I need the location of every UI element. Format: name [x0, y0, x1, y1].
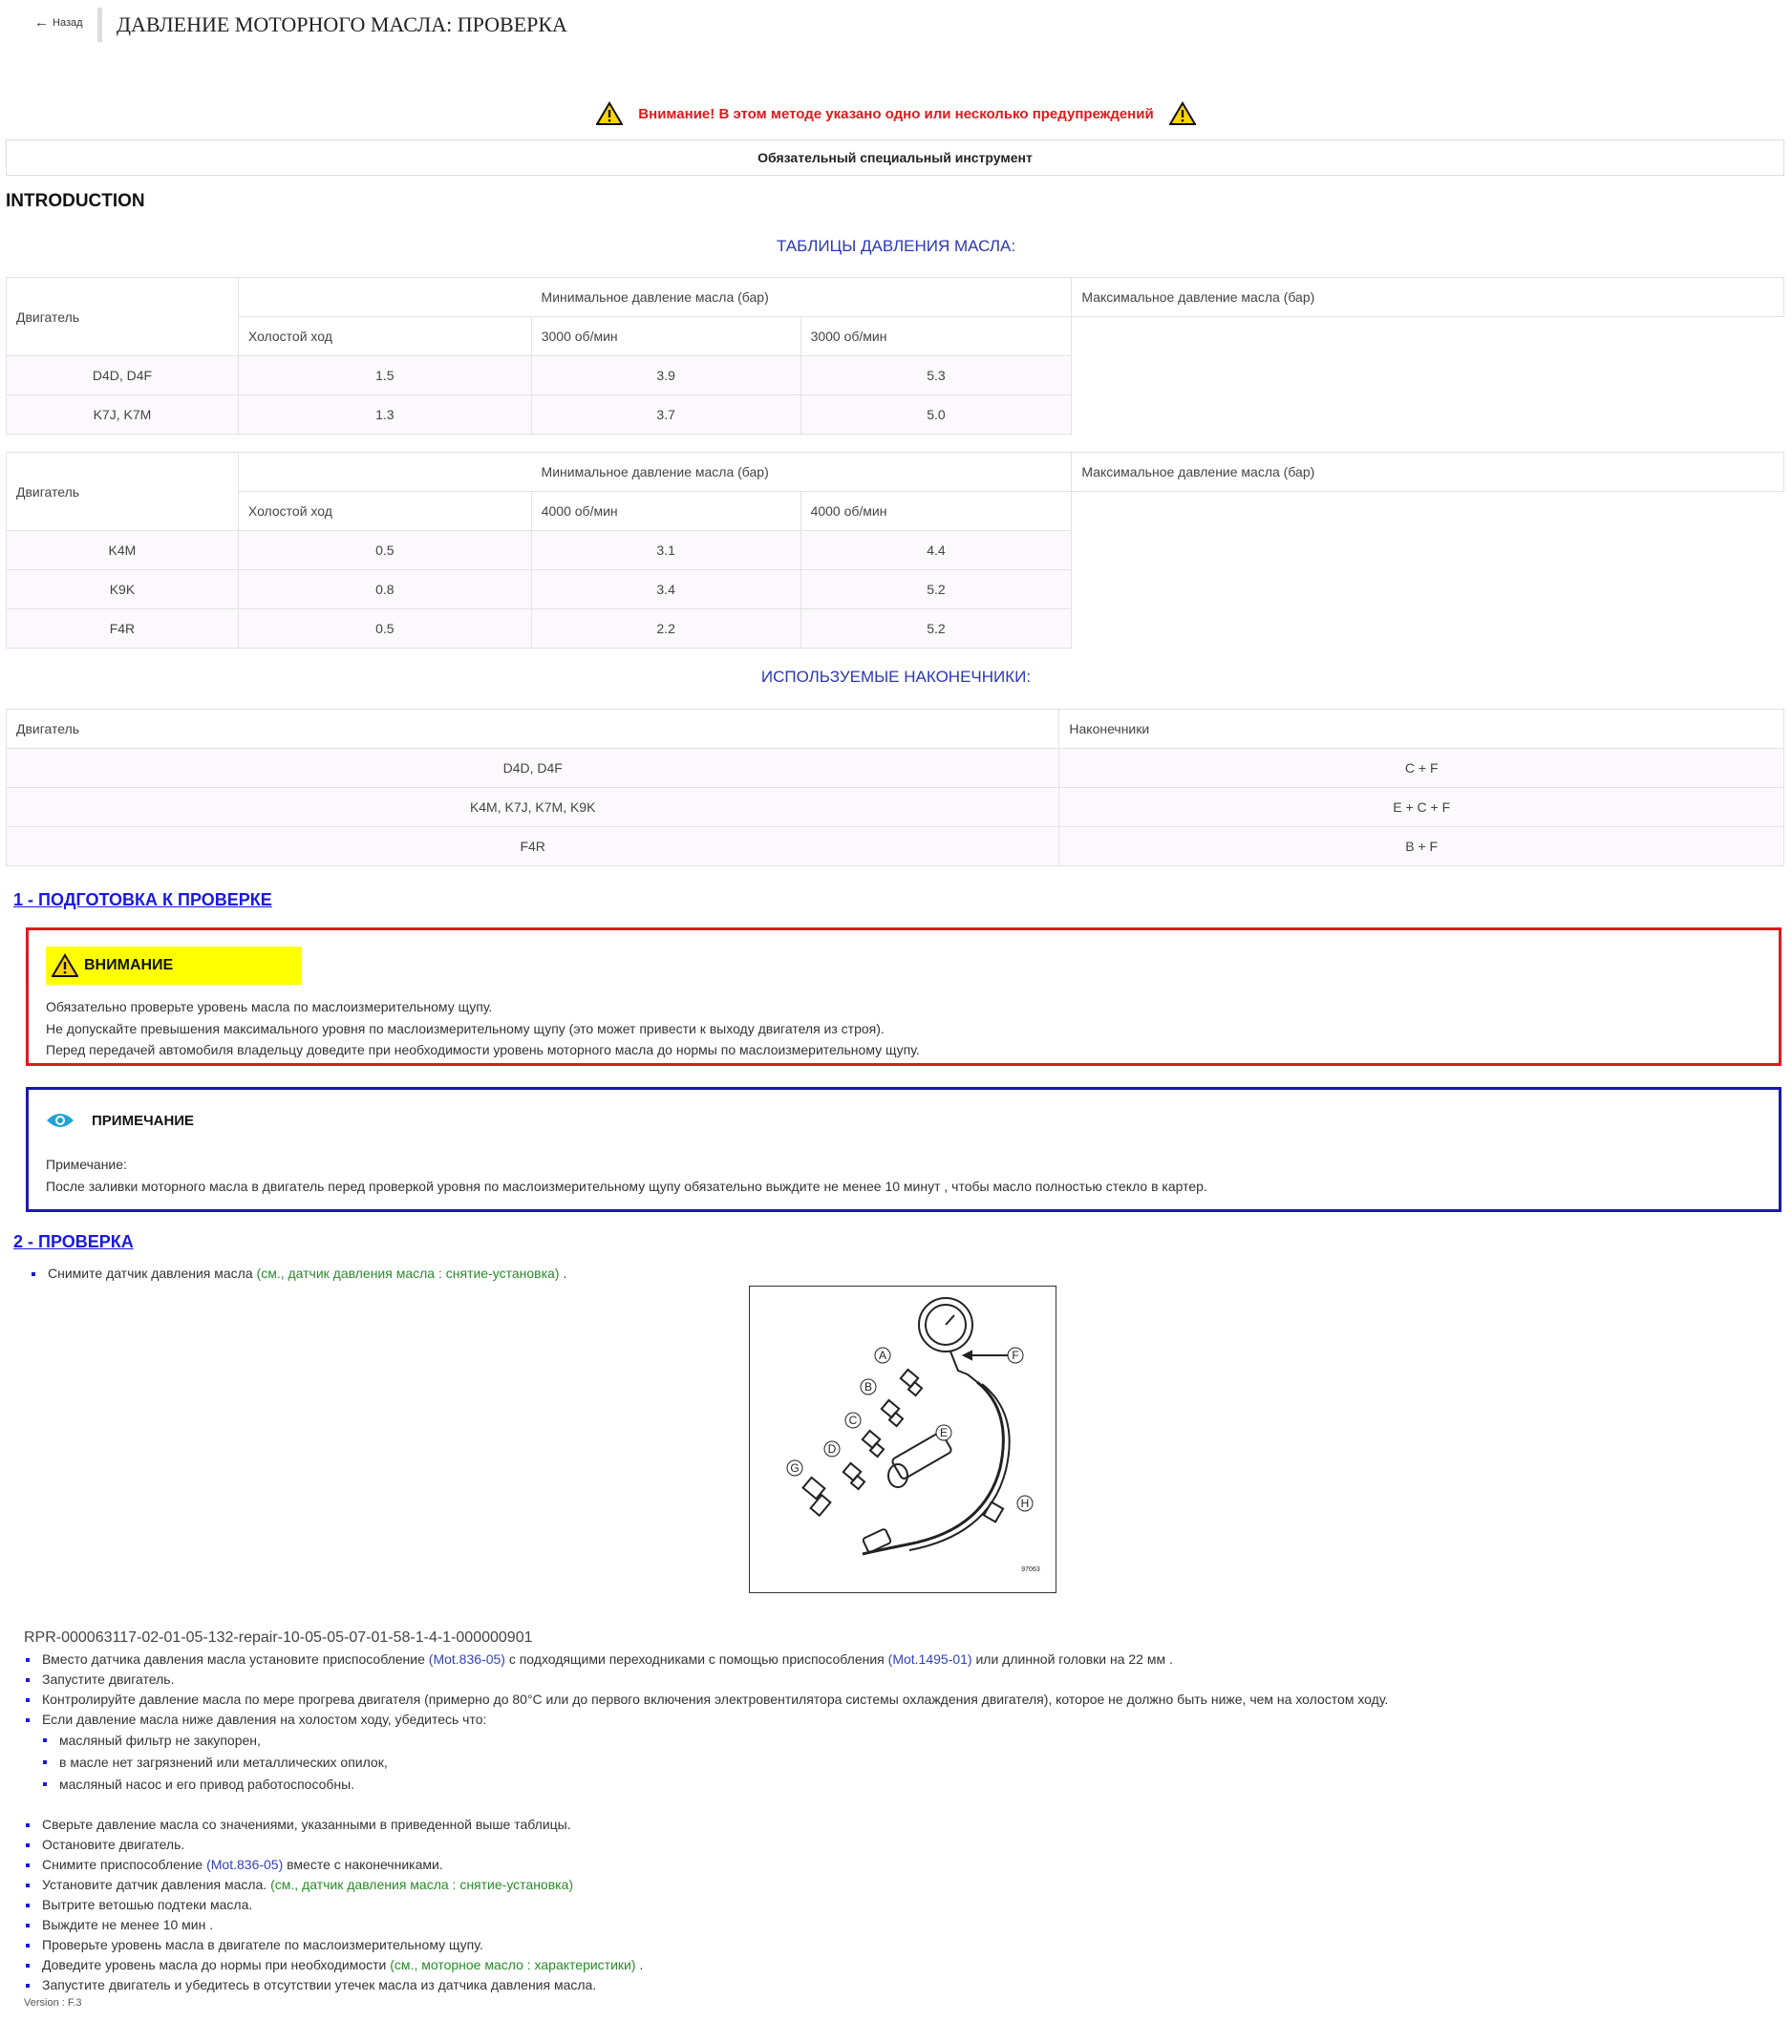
step-text: .	[635, 1957, 644, 1972]
list-item: Если давление масла ниже давления на холостом ходу, убедитесь что:	[24, 1710, 1388, 1730]
list-item: Запустите двигатель и убедитесь в отсутствии утечек масла из датчика давления масла.	[24, 1975, 643, 1995]
tool-illustration	[749, 1286, 1056, 1593]
sub-list-item: масляный фильтр не закупорен,	[24, 1730, 1388, 1752]
engine-cell: K4M, K7J, K7M, K9K	[7, 788, 1059, 827]
sensor-install-link[interactable]: (см., датчик давления масла : снятие-установка)	[270, 1877, 574, 1892]
oil-pressure-gauge-kit-drawing	[750, 1287, 1056, 1592]
tips-cell: E + C + F	[1059, 788, 1784, 827]
note-line: Примечание:	[46, 1157, 127, 1172]
label-f: F	[1012, 1349, 1019, 1362]
note-line: После заливки моторного масла в двигатель перед проверкой уровня по маслоизмерительному щупу обязательно выждите не менее 10 минут , чтобы масло полностью стекло в картер.	[46, 1178, 1207, 1194]
sub-header: 3000 об/мин	[800, 317, 1072, 356]
list-item	[30, 1264, 566, 1284]
step-text: Снимите приспособление	[42, 1857, 207, 1872]
eye-icon	[46, 1111, 75, 1130]
step-text: Снимите датчик давления масла	[48, 1266, 257, 1281]
step-list-2	[24, 1815, 643, 1995]
warning-text: Внимание! В этом методе указано одно или несколько предупреждений	[638, 105, 1154, 122]
engine-cell: F4R	[7, 609, 239, 649]
table-row	[7, 788, 1784, 827]
caution-title: ВНИМАНИЕ	[84, 957, 174, 973]
value-cell: 2.2	[531, 609, 800, 649]
value-cell: 0.5	[238, 531, 531, 570]
tips-table	[6, 709, 1784, 866]
note-title: ПРИМЕЧАНИЕ	[92, 1112, 195, 1129]
caution-badge	[46, 947, 302, 985]
label-g: G	[790, 1461, 800, 1475]
sub-list-item: масляный насос и его привод работоспособны.	[24, 1774, 1388, 1796]
sub-header: 3000 об/мин	[531, 317, 800, 356]
introduction-heading: INTRODUCTION	[6, 191, 145, 211]
arrow-left-icon: ←	[34, 14, 49, 31]
reference-code: RPR-000063117-02-01-05-132-repair-10-05-05-07-01-58-1-4-1-000000901	[24, 1629, 533, 1646]
step-text: вместе с наконечниками.	[283, 1857, 443, 1872]
value-cell: 3.4	[531, 570, 800, 609]
sub-header: 4000 об/мин	[800, 492, 1072, 531]
table-row	[7, 749, 1784, 788]
list-item: Вытрите ветошью подтеки масла.	[24, 1895, 643, 1915]
note-text	[46, 1154, 1207, 1197]
engine-header: Двигатель	[7, 710, 1059, 749]
section-2-link[interactable]: 2 - ПРОВЕРКА	[13, 1232, 134, 1251]
sub-list-item: в масле нет загрязнений или металлических опилок,	[24, 1752, 1388, 1774]
back-label: Назад	[53, 16, 83, 29]
step-text: Установите датчик давления масла.	[42, 1877, 271, 1892]
list-item: Остановите двигатель.	[24, 1835, 643, 1855]
min-pressure-header: Минимальное давление масла (бар)	[238, 453, 1072, 492]
value-cell: 0.5	[238, 609, 531, 649]
tool-link-mot-836-05[interactable]: (Mot.836-05)	[428, 1651, 505, 1667]
special-tool-box: Обязательный специальный инструмент	[6, 139, 1784, 176]
step-text: Доведите уровень масла до нормы при необходимости	[42, 1957, 391, 1972]
warning-triangle-icon	[1169, 101, 1196, 126]
top-bar	[0, 0, 1792, 57]
value-cell: 1.5	[238, 356, 531, 395]
list-item: Контролируйте давление масла по мере прогрева двигателя (примерно до 80°C или до первого включения электровентилятора системы охлаждения двигателя), которое не должно быть ниже, чем на холостом ходу.	[24, 1690, 1388, 1710]
note-badge	[46, 1111, 194, 1130]
caution-line: Обязательно проверьте уровень масла по маслоизмерительному щупу.	[46, 999, 493, 1014]
warning-triangle-icon	[52, 953, 78, 978]
engine-cell: K7J, K7M	[7, 395, 239, 435]
label-e: E	[939, 1426, 949, 1439]
list-item: Выждите не менее 10 мин .	[24, 1915, 643, 1935]
value-cell: 5.3	[800, 356, 1072, 395]
step-list	[24, 1650, 1388, 1796]
sub-header: Холостой ход	[238, 317, 531, 356]
caution-line: Перед передачей автомобиля владельцу доведите при необходимости уровень моторного масла до нормы по маслоизмерительному щупу.	[46, 1042, 920, 1057]
tables-heading: ТАБЛИЦЫ ДАВЛЕНИЯ МАСЛА:	[776, 237, 1016, 255]
step-text: или длинной головки на 22 мм .	[971, 1651, 1173, 1667]
label-c: C	[848, 1414, 858, 1427]
empty-cell	[1072, 492, 1784, 649]
engine-header: Двигатель	[7, 278, 239, 356]
sub-header: 4000 об/мин	[531, 492, 800, 531]
label-a: A	[878, 1349, 887, 1362]
pressure-table-1	[6, 277, 1784, 435]
tips-cell: B + F	[1059, 827, 1784, 866]
engine-cell: K4M	[7, 531, 239, 570]
engine-oil-spec-link[interactable]: (см., моторное масло : характеристики)	[390, 1957, 636, 1972]
back-button[interactable]	[34, 15, 83, 30]
caution-line: Не допускайте превышения максимального уровня по маслоизмерительному щупу (это может привести к выходу двигателя из строя).	[46, 1020, 885, 1036]
version-label: Version : F.3	[24, 1997, 82, 2009]
engine-header: Двигатель	[7, 453, 239, 531]
tips-header: Наконечники	[1059, 710, 1784, 749]
warning-triangle-icon	[596, 101, 623, 126]
label-d: D	[827, 1442, 837, 1456]
caution-text	[46, 996, 920, 1061]
max-pressure-header: Максимальное давление масла (бар)	[1072, 453, 1784, 492]
engine-cell: K9K	[7, 570, 239, 609]
value-cell: 5.2	[800, 609, 1072, 649]
header-divider	[97, 8, 102, 42]
max-pressure-header: Максимальное давление масла (бар)	[1072, 278, 1784, 317]
list-item: Запустите двигатель.	[24, 1670, 1388, 1690]
step-text: с подходящими переходниками с помощью приспособления	[504, 1651, 888, 1667]
label-h: H	[1020, 1497, 1030, 1510]
engine-cell: F4R	[7, 827, 1059, 866]
tips-heading: ИСПОЛЬЗУЕМЫЕ НАКОНЕЧНИКИ:	[760, 668, 1032, 686]
sub-header: Холостой ход	[238, 492, 531, 531]
value-cell: 3.7	[531, 395, 800, 435]
value-cell: 4.4	[800, 531, 1072, 570]
pressure-table-2	[6, 452, 1784, 649]
value-cell: 5.2	[800, 570, 1072, 609]
figure-code: 97063	[1021, 1566, 1040, 1573]
engine-cell: D4D, D4F	[7, 749, 1059, 788]
min-pressure-header: Минимальное давление масла (бар)	[238, 278, 1072, 317]
sensor-removal-link[interactable]: (см., датчик давления масла : снятие-установка)	[256, 1266, 560, 1281]
value-cell: 3.9	[531, 356, 800, 395]
value-cell: 3.1	[531, 531, 800, 570]
list-item: Сверьте давление масла со значениями, указанными в приведенной выше таблицы.	[24, 1815, 643, 1835]
list-item	[24, 1875, 643, 1895]
warning-banner	[0, 101, 1792, 126]
section-1-link[interactable]: 1 - ПОДГОТОВКА К ПРОВЕРКЕ	[13, 890, 272, 909]
list-item	[24, 1855, 643, 1875]
tool-link-mot-1495-01[interactable]: (Mot.1495-01)	[887, 1651, 972, 1667]
value-cell: 1.3	[238, 395, 531, 435]
label-b: B	[864, 1380, 873, 1394]
note-box	[26, 1087, 1781, 1212]
value-cell: 0.8	[238, 570, 531, 609]
list-item: Проверьте уровень масла в двигателе по маслоизмерительному щупу.	[24, 1935, 643, 1955]
page-title: ДАВЛЕНИЕ МОТОРНОГО МАСЛА: ПРОВЕРКА	[117, 12, 567, 36]
step-tail: .	[559, 1266, 567, 1281]
table-row	[7, 827, 1784, 866]
list-item	[24, 1650, 1388, 1670]
list-item	[24, 1955, 643, 1975]
step-list-intro	[30, 1264, 566, 1284]
value-cell: 5.0	[800, 395, 1072, 435]
empty-cell	[1072, 317, 1784, 435]
engine-cell: D4D, D4F	[7, 356, 239, 395]
tool-link-mot-836-05[interactable]: (Mot.836-05)	[206, 1857, 284, 1872]
tips-cell: C + F	[1059, 749, 1784, 788]
caution-box	[26, 927, 1781, 1066]
step-text: Вместо датчика давления масла установите приспособление	[42, 1651, 429, 1667]
